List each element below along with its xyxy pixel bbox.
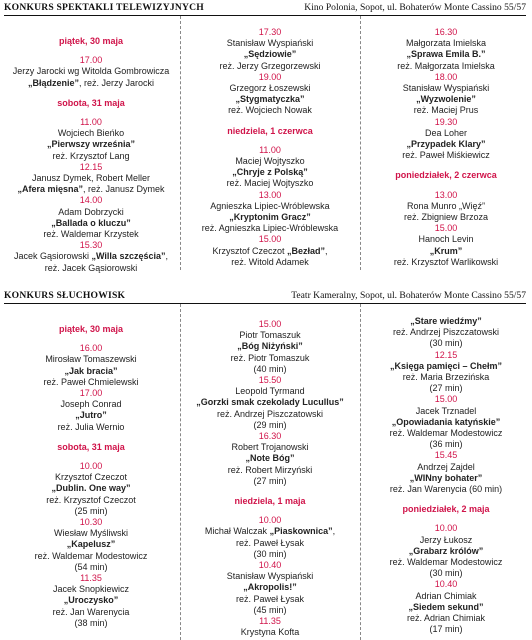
schedule-column: [183, 319, 357, 638]
info-line: Hanoch Levin: [418, 234, 474, 245]
info-line: reż. Waldemar Modestowicz: [389, 428, 503, 439]
info-line: (54 min): [74, 561, 108, 572]
info-line: Maciej Wojtyszko: [235, 156, 305, 167]
spacer: [4, 315, 178, 324]
section-venue: Teatr Kameralny, Sopot, ul. Bohaterów Monte Cassino 55/57: [291, 290, 526, 301]
time-label: 12.15: [79, 161, 103, 172]
play-title: „Siedem sekund”: [408, 601, 484, 612]
play-title: „Bóg Niżyński”: [237, 341, 303, 352]
info-line: Wiesław Myśliwski: [54, 528, 128, 539]
play-title: „Jutro”: [75, 410, 107, 421]
time-label: 17.00: [79, 55, 103, 66]
info-line: Dea Loher: [424, 127, 468, 138]
section-rule: [4, 303, 526, 304]
info-line: (30 min): [429, 338, 463, 349]
info-line: Jacek Trznadel: [415, 405, 477, 416]
time-label: 17.30: [258, 27, 282, 37]
play-title: „Dublin. One way”: [51, 483, 131, 494]
play-title: „Stygmatyczka”: [235, 94, 305, 105]
play-title: „Grabarz królów”: [408, 545, 484, 556]
title-line: [4, 78, 178, 89]
time-label: 15.45: [434, 450, 458, 461]
info-line: (30 min): [429, 568, 463, 579]
play-title: „Ballada o kluczu”: [51, 217, 131, 228]
section-title: KONKURS SPEKTAKLI TELEWIZYJNYCH: [4, 2, 204, 13]
info-line: Leopold Tyrmand: [235, 386, 305, 397]
info-line: (36 min): [429, 439, 463, 450]
play-title: „Przypadek Klary”: [406, 139, 486, 150]
play-title: „Note Bóg”: [245, 453, 295, 464]
info-line: reż. Waldemar Modestowicz: [34, 550, 148, 561]
schedule-column: [363, 27, 529, 268]
info-line: Stanisław Wyspiański: [226, 38, 314, 49]
director-text: , reż. Jerzy Jarocki: [79, 77, 155, 88]
info-line: Andrzej Zajdel: [417, 461, 475, 472]
time-label: 15.00: [434, 223, 458, 234]
play-title: „Kapelusz”: [66, 539, 116, 550]
time-label: 10.40: [434, 579, 458, 590]
time-label: 12.15: [434, 349, 458, 360]
info-line: (45 min): [253, 604, 287, 615]
column-divider: [180, 304, 181, 640]
info-line: (27 min): [253, 475, 287, 486]
play-title: „Krum”: [429, 245, 463, 256]
play-title: „Pierwszy września”: [46, 139, 136, 150]
time-label: 15.00: [258, 234, 282, 245]
time-label: 17.00: [79, 388, 103, 399]
info-line: Joseph Conrad: [60, 399, 122, 410]
time-label: 15.00: [258, 319, 282, 329]
time-label: 11.35: [80, 573, 102, 584]
info-line: reż. Agnieszka Lipiec-Wróblewska: [201, 223, 339, 234]
info-line: (17 min): [429, 624, 463, 635]
info-line: reż. Andrzej Piszczatowski: [392, 327, 500, 338]
info-line: Adrian Chimiak: [415, 590, 477, 601]
info-line: Krystyna Kofta: [240, 627, 300, 638]
play-title: „Willa szczęścia”: [91, 251, 166, 262]
section-rule: [4, 15, 526, 16]
info-line: reż. Zbigniew Brzoza: [403, 212, 489, 223]
info-line: (27 min): [429, 383, 463, 394]
column-divider: [360, 304, 361, 640]
column-divider: [360, 16, 361, 270]
info-line: Jerzy Jarocki wg Witolda Gombrowicza: [12, 66, 170, 77]
day-heading: poniedziałek, 2 czerwca: [395, 170, 497, 181]
info-line: reż. Maria Brzezińska: [402, 372, 490, 383]
info-line: reż. Julia Wernio: [57, 421, 125, 432]
director-text: , reż. Janusz Dymek: [83, 184, 165, 195]
section-header-radio: [4, 288, 526, 301]
info-line: (25 min): [74, 505, 108, 516]
play-title: „Afera mięsna”: [17, 184, 83, 195]
info-line: reż. Wojciech Nowak: [228, 105, 312, 116]
info-line: Stanisław Wyspiański: [402, 83, 490, 94]
info-line: Krzysztof Czeczot: [54, 472, 128, 483]
punctuation: ,: [332, 526, 336, 537]
time-label: 18.00: [434, 71, 458, 82]
time-label: 10.00: [79, 461, 103, 472]
info-line: Agnieszka Lipiec-Wróblewska: [210, 200, 330, 211]
play-title: „Opowiadania katyńskie”: [391, 416, 501, 427]
schedule-column: [363, 316, 529, 635]
play-title: „WINny bohater”: [409, 472, 483, 483]
info-line: Piotr Tomaszuk: [239, 330, 301, 341]
author-text: Krzysztof Czeczot: [212, 245, 287, 256]
info-line: reż. Jan Warenycia (60 min): [389, 484, 503, 495]
play-title: „Sędziowie”: [243, 49, 297, 60]
info-line: reż. Paweł Łysak: [235, 537, 305, 548]
section-venue: Kino Polonia, Sopot, ul. Bohaterów Monte Cassino 55/57: [304, 2, 526, 13]
info-line: reż. Robert Mirzyński: [227, 464, 313, 475]
author-title-line: [183, 246, 357, 257]
time-label: 13.00: [434, 189, 458, 200]
time-label: 16.30: [434, 27, 458, 37]
info-line: Wojciech Bieńko: [57, 128, 125, 139]
info-line: reż. Andrzej Piszczatowski: [216, 408, 324, 419]
info-line: reż. Waldemar Modestowicz: [389, 557, 503, 568]
play-title: „Sprawa Emila B.”: [406, 49, 486, 60]
info-line: Jacek Snopkiewicz: [52, 584, 130, 595]
info-line: Rona Munro „Więź”: [406, 200, 486, 211]
info-line: reż. Waldemar Krzystek: [43, 229, 139, 240]
info-line: Janusz Dymek, Robert Meller: [31, 173, 151, 184]
info-line: (40 min): [253, 363, 287, 374]
info-line: Stanisław Wyspiański: [226, 571, 314, 582]
info-line: reż. Małgorzata Imielska: [397, 60, 495, 71]
time-label: 15.30: [79, 240, 103, 251]
info-line: reż. Paweł Chmielewski: [43, 376, 139, 387]
day-heading: sobota, 31 maja: [57, 97, 125, 108]
info-line: Małgorzata Imielska: [405, 38, 487, 49]
author-text: Michał Walczak: [204, 526, 270, 537]
time-label: 11.00: [259, 144, 281, 155]
info-line: reż. Paweł Łysak: [235, 593, 305, 604]
time-label: 11.00: [80, 117, 102, 128]
time-label: 10.40: [258, 560, 282, 571]
info-line: Adam Dobrzycki: [58, 206, 124, 217]
time-label: 10.00: [258, 515, 282, 526]
play-title: „Wyzwolenie”: [416, 94, 476, 105]
info-line: reż. Krzysztof Czeczot: [46, 494, 136, 505]
info-line: reż. Paweł Miśkiewicz: [402, 150, 490, 161]
info-line: (30 min): [253, 548, 287, 559]
info-line: reż. Jan Warenycia: [52, 606, 130, 617]
section-title: KONKURS SŁUCHOWISK: [4, 290, 126, 301]
section-header-tv: [4, 0, 526, 13]
author-title-line: [4, 251, 178, 262]
time-label: 16.30: [258, 431, 282, 442]
punctuation: ,: [165, 251, 168, 262]
author-text: Jacek Gąsiorowski: [13, 251, 92, 262]
play-title: „Księga pamięci – Chełm”: [389, 360, 503, 371]
info-line: reż. Adrian Chimiak: [406, 613, 486, 624]
time-label: 14.00: [79, 195, 103, 206]
info-line: reż. Witold Adamek: [231, 256, 309, 267]
info-line: reż. Maciej Prus: [413, 105, 479, 116]
play-title: „Uroczysko”: [63, 595, 119, 606]
play-title: „Piaskownica”: [269, 526, 333, 537]
time-label: 10.00: [434, 523, 458, 534]
time-label: 16.00: [79, 343, 103, 354]
day-heading: poniedziałek, 2 maja: [402, 504, 490, 515]
time-label: 19.00: [258, 71, 282, 82]
info-line: reż. Krzysztof Lang: [52, 150, 130, 161]
day-heading: niedziela, 1 czerwca: [227, 125, 313, 136]
schedule-column: [4, 315, 178, 629]
day-heading: piątek, 30 maja: [58, 36, 124, 46]
time-label: 19.30: [434, 116, 458, 127]
play-title: „Chryje z Polską”: [232, 167, 308, 178]
time-label: 10.30: [79, 517, 103, 528]
time-label: 15.00: [434, 394, 458, 405]
info-line: reż. Maciej Wojtyszko: [226, 178, 314, 189]
schedule-column: [183, 27, 357, 268]
play-title: „Jak bracia”: [64, 365, 118, 376]
time-label: 11.35: [259, 616, 281, 627]
info-line: Jerzy Łukosz: [419, 534, 473, 545]
day-heading: piątek, 30 maja: [58, 324, 124, 334]
info-line: reż. Piotr Tomaszuk: [230, 352, 310, 363]
spacer: [4, 27, 178, 36]
title-line: [4, 184, 178, 195]
info-line: Mirosław Tomaszewski: [45, 354, 137, 365]
schedule-column: [4, 27, 178, 274]
author-title-line: [183, 526, 357, 537]
play-title: „Gorzki smak czekolady Lucullus”: [196, 397, 344, 408]
punctuation: ,: [325, 245, 328, 256]
day-heading: sobota, 31 maja: [57, 441, 125, 452]
play-title: „Błądzenie”: [27, 77, 79, 88]
time-label: 13.00: [258, 189, 282, 200]
info-line: reż. Krzysztof Warlikowski: [393, 256, 499, 267]
info-line: Grzegorz Łoszewski: [229, 83, 311, 94]
info-line: reż. Jacek Gąsiorowski: [44, 262, 138, 273]
play-title: „Stare wiedźmy”: [410, 316, 482, 326]
info-line: (38 min): [74, 617, 108, 628]
play-title: „Kryptonim Gracz”: [229, 212, 311, 223]
play-title: „Bezład”: [287, 245, 326, 256]
play-title: „Akropolis!”: [243, 582, 297, 593]
info-line: reż. Jerzy Grzegorzewski: [219, 60, 321, 71]
info-line: (29 min): [253, 419, 287, 430]
column-divider: [180, 16, 181, 270]
info-line: Robert Trojanowski: [231, 442, 309, 453]
time-label: 15.50: [258, 375, 282, 386]
day-heading: niedziela, 1 maja: [234, 496, 306, 507]
